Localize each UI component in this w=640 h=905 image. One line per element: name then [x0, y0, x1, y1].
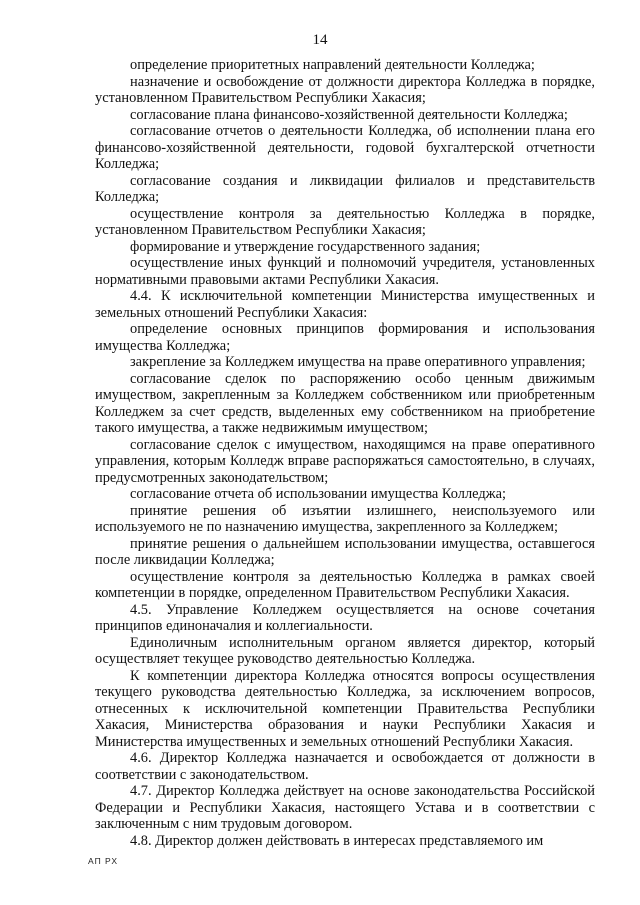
paragraph: согласование отчетов о деятельности Колледжа, об исполнении плана его финансово-хозяйственной деятельности, годовой бухгалтерской отчетности Колледжа; — [95, 123, 595, 172]
paragraph: согласование плана финансово-хозяйственной деятельности Колледжа; — [130, 106, 568, 123]
section-paragraph: 4.6. Директор Колледжа назначается и освобождается от должности в соответствии с законодательством. — [95, 750, 595, 783]
section-paragraph: 4.8. Директор должен действовать в интересах представляемого им — [130, 832, 544, 849]
section-paragraph: 4.7. Директор Колледжа действует на основе законодательства Российской Федерации и Республики Хакасия, настоящего Устава и в соответствии с заключенным с ним трудовым договором. — [95, 783, 595, 832]
section-paragraph: 4.4. К исключительной компетенции Министерства имущественных и земельных отношений Республики Хакасия: — [95, 288, 595, 321]
paragraph: осуществление иных функций и полномочий учредителя, установленных нормативными правовыми актами Республики Хакасия. — [95, 255, 595, 288]
paragraph: согласование отчета об использовании имущества Колледжа; — [130, 486, 506, 502]
section-paragraph: 4.5. Управление Колледжем осуществляется на основе сочетания принципов единоначалия и коллегиальности. — [95, 601, 595, 634]
footer-mark: АП РХ — [88, 856, 119, 866]
paragraph: согласование сделок с имуществом, находящимся на праве оперативного управления, которым Колледж вправе распоряжаться самостоятельно, в случаях, предусмотренных законодательством; — [95, 436, 595, 486]
paragraph: осуществление контроля за деятельностью Колледжа в порядке, установленном Правительством Республики Хакасия; — [95, 205, 595, 238]
document-body — [95, 57, 595, 849]
paragraph: согласование сделок по распоряжению особо ценным движимым имуществом, закрепленным за Колледжем собственником или приобретенным Колледжем за счет средств, выделенных ему собственником на приобретение такого имущества, а также недвижимым имуществом; — [95, 370, 595, 436]
paragraph: осуществление контроля за деятельностью Колледжа в рамках своей компетенции в порядке, определенном Правительством Республики Хакасия. — [95, 568, 595, 601]
paragraph: Единоличным исполнительным органом является директор, который осуществляет текущее руководство деятельностью Колледжа. — [95, 634, 595, 667]
paragraph: К компетенции директора Колледжа относятся вопросы осуществления текущего руководства деятельностью Колледжа, за исключением вопросов, отнесенных к исключительной компетенции Правительства Республики Хакасия, Министерства образования и науки Республики Хакасия и Министерства имущественных и земельных отношений Республики Хакасия. — [95, 667, 595, 750]
paragraph: согласование создания и ликвидации филиалов и представительств Колледжа; — [95, 172, 595, 205]
paragraph: принятие решения об изъятии излишнего, неиспользуемого или используемого не по назначению имущества, закрепленного за Колледжем; — [95, 502, 595, 535]
paragraph: принятие решения о дальнейшем использовании имущества, оставшегося после ликвидации Колледжа; — [95, 535, 595, 568]
paragraph: определение приоритетных направлений деятельности Колледжа; — [130, 57, 535, 73]
paragraph: определение основных принципов формирования и использования имущества Колледжа; — [95, 321, 595, 354]
paragraph: формирование и утверждение государственного задания; — [130, 238, 481, 255]
page-number: 14 — [312, 32, 328, 48]
paragraph: закрепление за Колледжем имущества на праве оперативного управления; — [130, 354, 586, 370]
paragraph: назначение и освобождение от должности директора Колледжа в порядке, установленном Правительством Республики Хакасия; — [95, 73, 595, 106]
